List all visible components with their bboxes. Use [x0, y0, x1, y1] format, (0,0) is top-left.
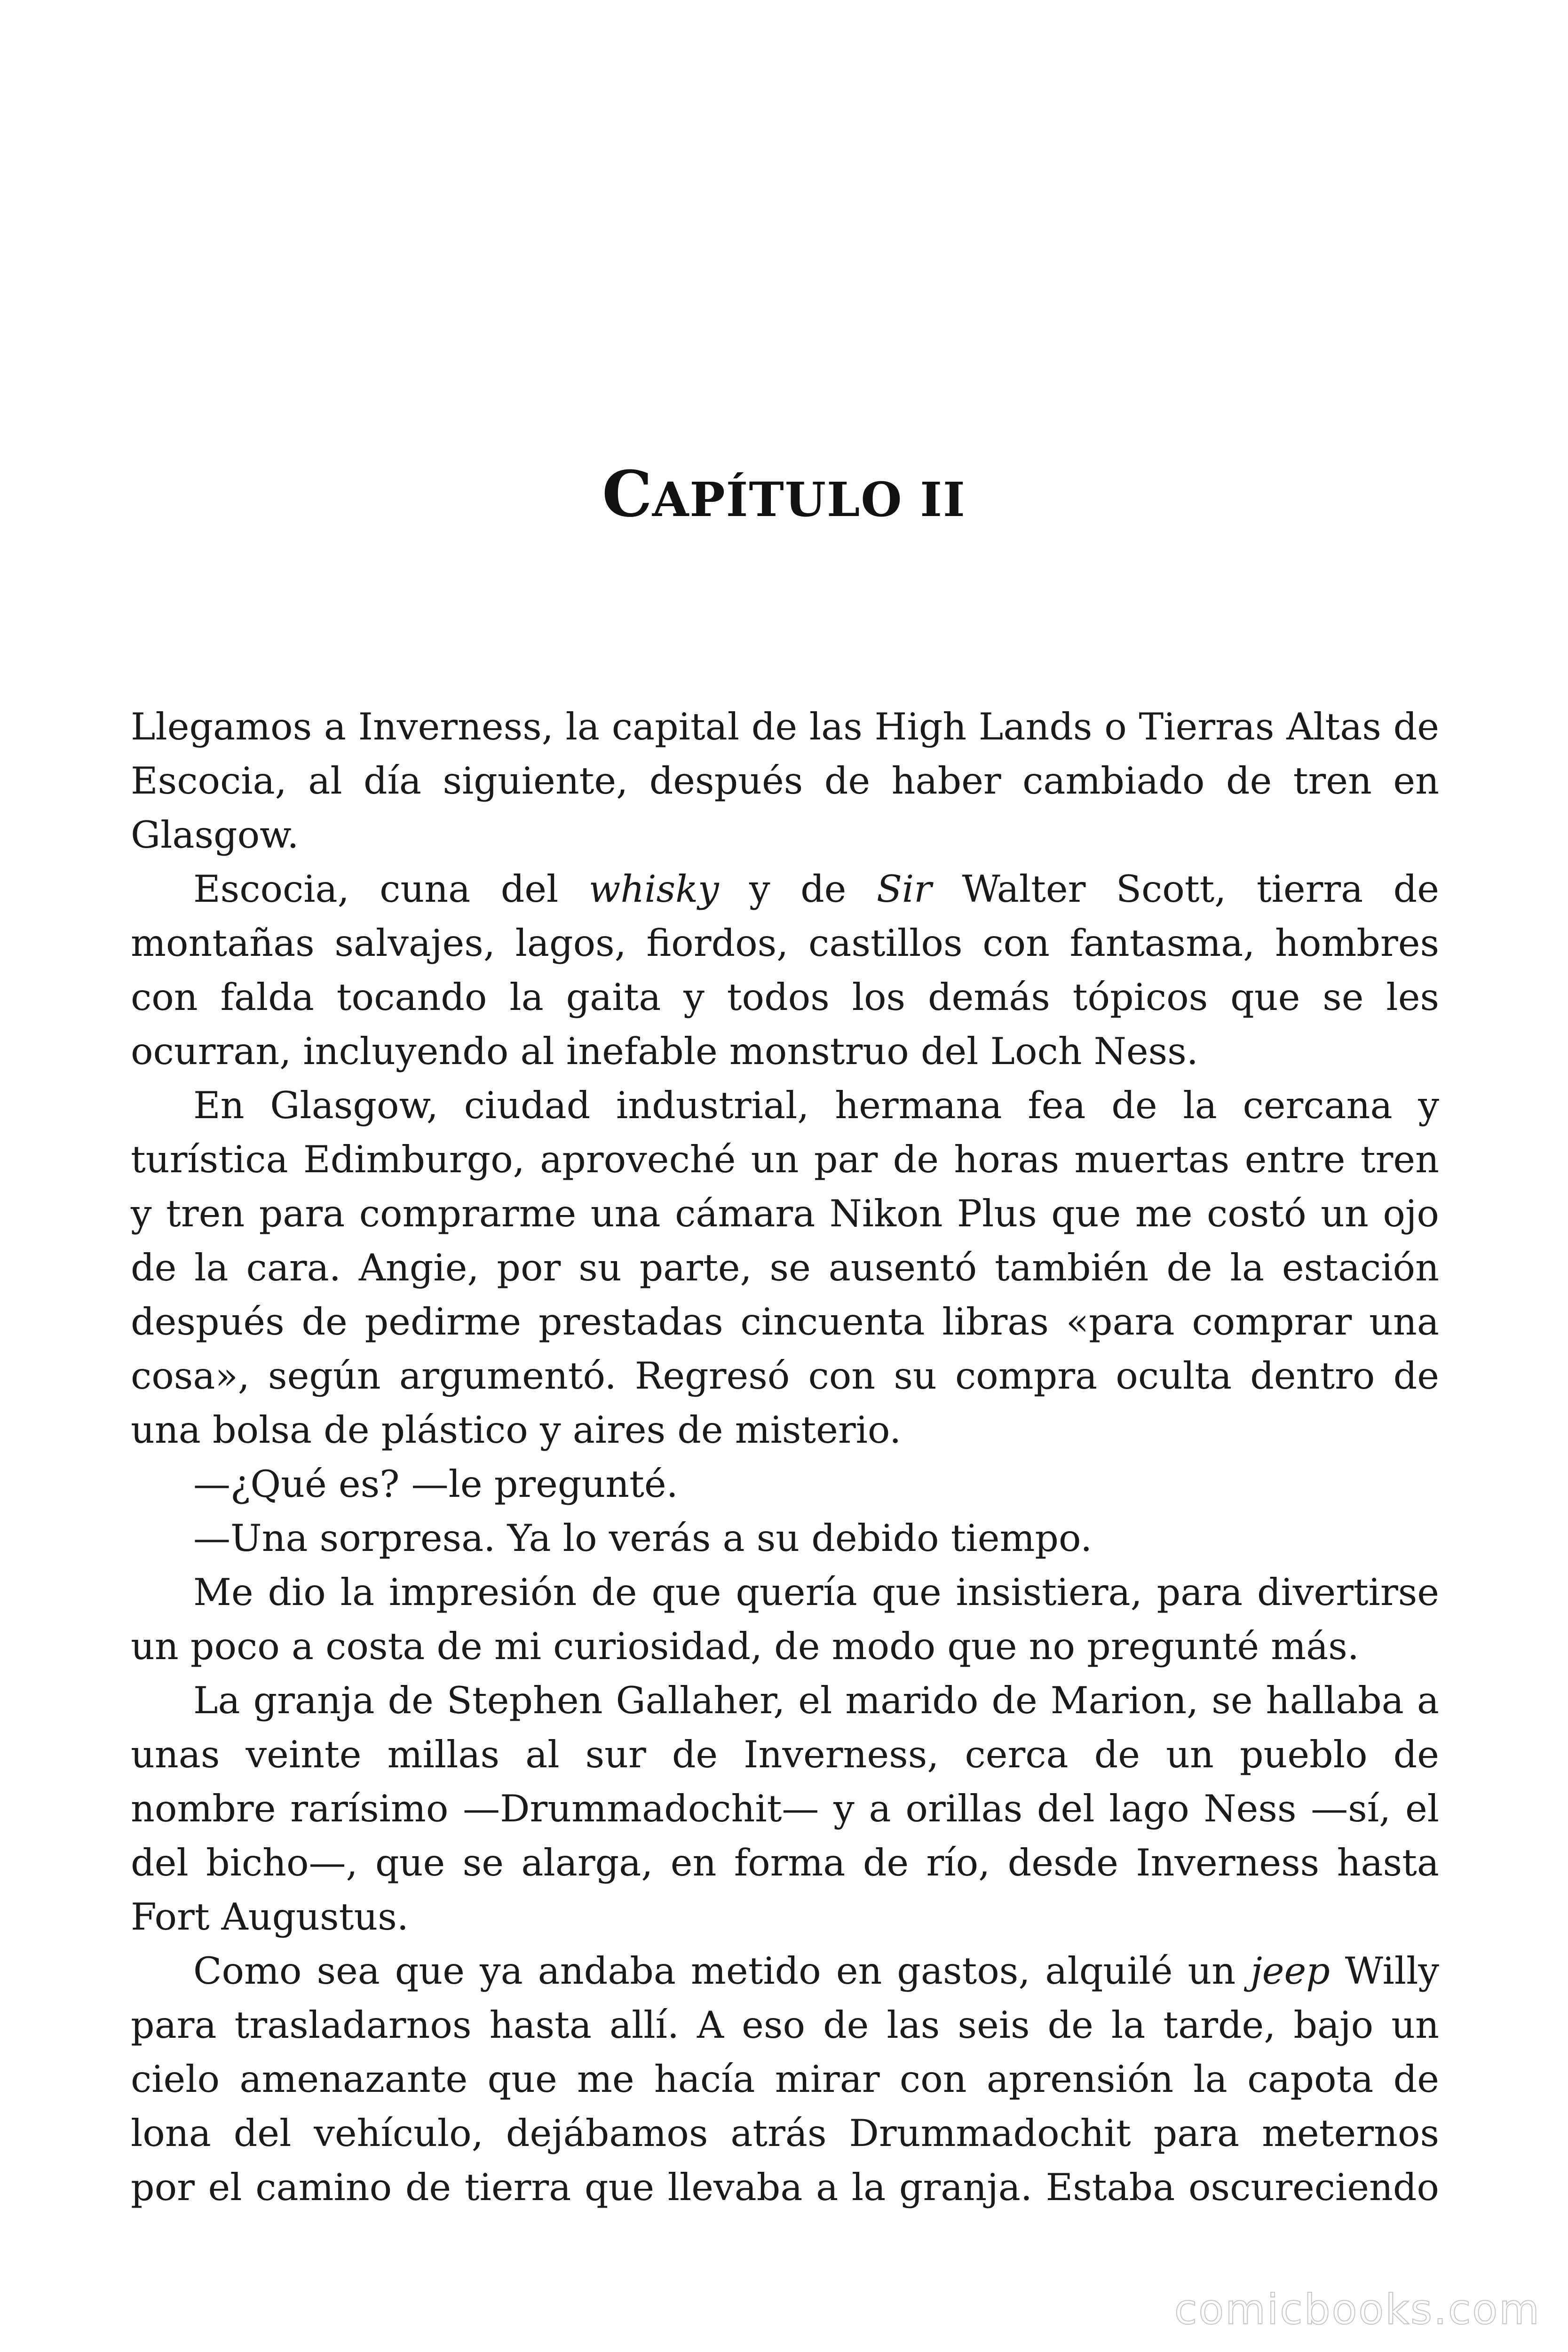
paragraph-text: Escocia, cuna del	[193, 867, 589, 911]
chapter-title-initial: C	[602, 457, 652, 531]
paragraph	[131, 1457, 1439, 1511]
paragraph-text: La granja de Stephen Gallaher, el marido de Marion, se hallaba a unas veinte millas al sur de Inverness, cerca de un pueblo de nombre rarísimo —Drummadochit— y a orillas del lago Ness —sí, el del bicho—, que se alarga, en forma de río, desde Inverness hasta Fort Augustus.	[131, 1679, 1439, 1939]
paragraph	[131, 1511, 1439, 1565]
paragraph	[131, 1565, 1439, 1674]
paragraph-text: Walter Scott, tierra de montañas salvajes, lagos, fiordos, castillos con fantasma, hombres con falda tocando la gaita y todos los demás tópicos que se les ocurran, incluyendo al inefable monstruo del Loch Ness.	[131, 867, 1440, 1073]
paragraph-text: —Una sorpresa. Ya lo verás a su debido tiempo.	[193, 1517, 1093, 1560]
paragraph-text: En Glasgow, ciudad industrial, hermana fea de la cercana y turística Edimburgo, aproveché un par de horas muertas entre tren y tren para comprarme una cámara Nikon Plus que me costó un ojo de la cara. Angie, por su parte, se ausentó también de la estación después de pedirme prestadas cincuenta libras «para comprar una cosa», según argumentó. Regresó con su compra oculta dentro de una bolsa de plástico y aires de misterio.	[131, 1084, 1439, 1452]
paragraph	[131, 1674, 1439, 1944]
paragraph	[131, 1079, 1439, 1457]
italic-text: whisky	[588, 867, 719, 911]
paragraph-text: y de	[719, 867, 877, 911]
paragraph-text: Willy para trasladarnos hasta allí. A eso de las seis de la tarde, bajo un cielo amenazante que me hacía mirar con aprensión la capota de lona del vehículo, dejábamos atrás Drummadochit para meternos por el camino de tierra que llevaba a la granja. Estaba oscureciendo	[131, 1949, 1439, 2209]
watermark-logo: comicbooks.com	[1174, 2285, 1541, 2334]
paragraph-text: Como sea que ya andaba metido en gastos, alquilé un	[193, 1949, 1251, 1993]
italic-text: jeep	[1251, 1949, 1330, 1993]
paragraph-text: Llegamos a Inverness, la capital de las High Lands o Tierras Altas de Escocia, al día siguiente, después de haber cambiado de tren en Glasgow.	[131, 705, 1439, 857]
paragraph	[131, 1944, 1439, 2215]
italic-text: Sir	[876, 867, 932, 911]
paragraph-text: —¿Qué es? —le pregunté.	[193, 1462, 678, 1506]
chapter-title	[0, 459, 1568, 535]
paragraph-text: Me dio la impresión de que quería que insistiera, para divertirse un poco a costa de mi curiosidad, de modo que no pregunté más.	[131, 1571, 1439, 1668]
body-text	[131, 700, 1439, 2215]
paragraph	[131, 862, 1439, 1079]
chapter-title-rest: APÍTULO II	[652, 472, 966, 527]
paragraph	[131, 700, 1439, 862]
